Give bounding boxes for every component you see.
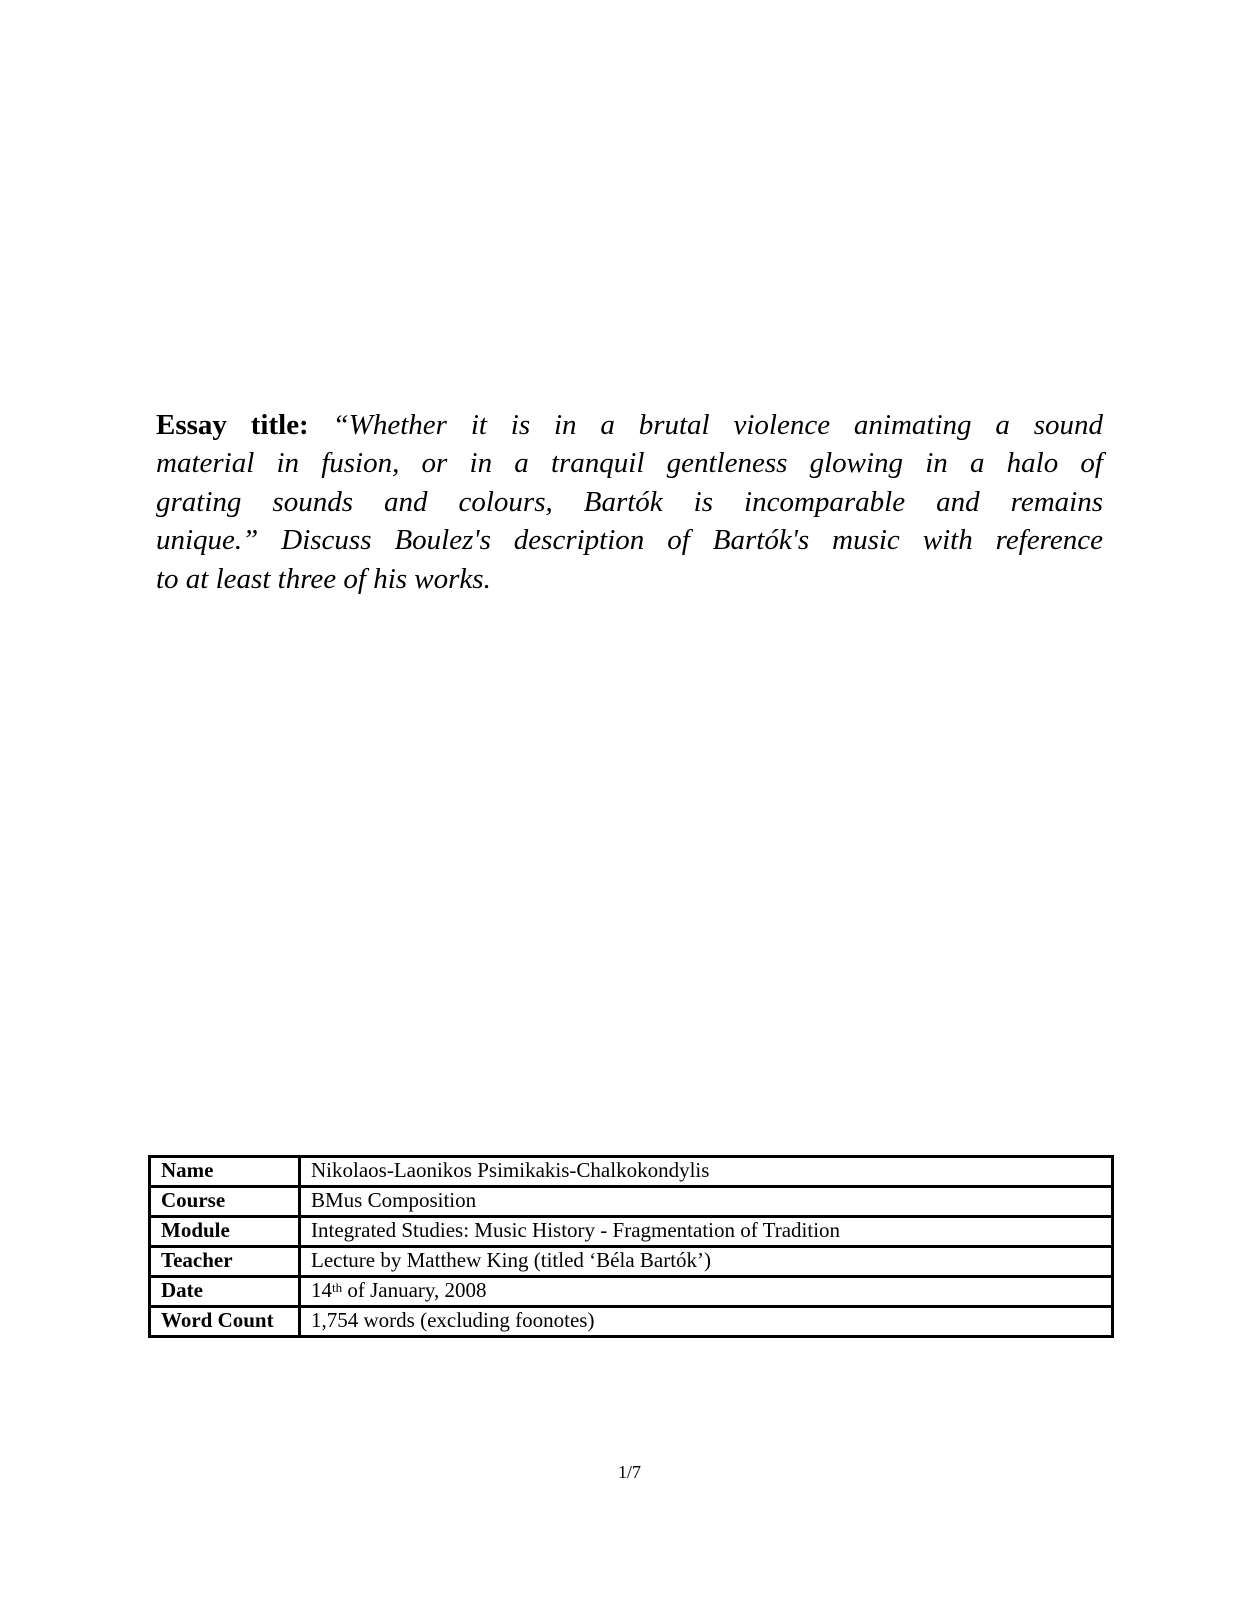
row-value-module: Integrated Studies: Music History - Fragmentation of Tradition — [300, 1217, 1113, 1247]
page-number: 1/7 — [617, 1462, 641, 1482]
table-row-word-count — [150, 1307, 1113, 1337]
table-row-name — [150, 1157, 1113, 1187]
table-row-date — [150, 1277, 1113, 1307]
essay-title-text: “Whether it is in a brutal violence animating a sound — [332, 409, 1104, 441]
row-label-course: Course — [150, 1187, 300, 1217]
row-label-name: Name — [150, 1157, 300, 1187]
row-label-module: Module — [150, 1217, 300, 1247]
row-value-course: BMus Composition — [300, 1187, 1113, 1217]
essay-title-line — [156, 406, 1103, 444]
row-value-name: Nikolaos-Laonikos Psimikakis-Chalkokondylis — [300, 1157, 1113, 1187]
date-day-number: 14 — [311, 1278, 332, 1302]
row-label-teacher: Teacher — [150, 1247, 300, 1277]
metadata-table-body — [150, 1157, 1113, 1337]
essay-title-line: grating sounds and colours, Bartók is incomparable and remains — [156, 485, 1103, 518]
date-ordinal-suffix: th — [332, 1279, 343, 1295]
essay-title-label: Essay title: — [156, 409, 309, 441]
essay-title-line: to at least three of his works. — [156, 562, 491, 595]
date-rest: of January, 2008 — [342, 1278, 487, 1302]
essay-title-paragraph — [156, 406, 1103, 598]
metadata-table — [148, 1155, 1114, 1338]
row-value-date — [300, 1277, 1113, 1307]
essay-title-line: material in fusion, or in a tranquil gentleness glowing in a halo of — [156, 447, 1103, 480]
row-value-word-count: 1,754 words (excluding foonotes) — [300, 1307, 1113, 1337]
row-label-word-count: Word Count — [150, 1307, 300, 1337]
essay-title-line: unique.” Discuss Boulez's description of Bartók's music with reference — [156, 524, 1103, 557]
table-row-module — [150, 1217, 1113, 1247]
table-row-teacher — [150, 1247, 1113, 1277]
row-value-teacher: Lecture by Matthew King (titled ‘Béla Bartók’) — [300, 1247, 1113, 1277]
row-label-date: Date — [150, 1277, 300, 1307]
table-row-course — [150, 1187, 1113, 1217]
